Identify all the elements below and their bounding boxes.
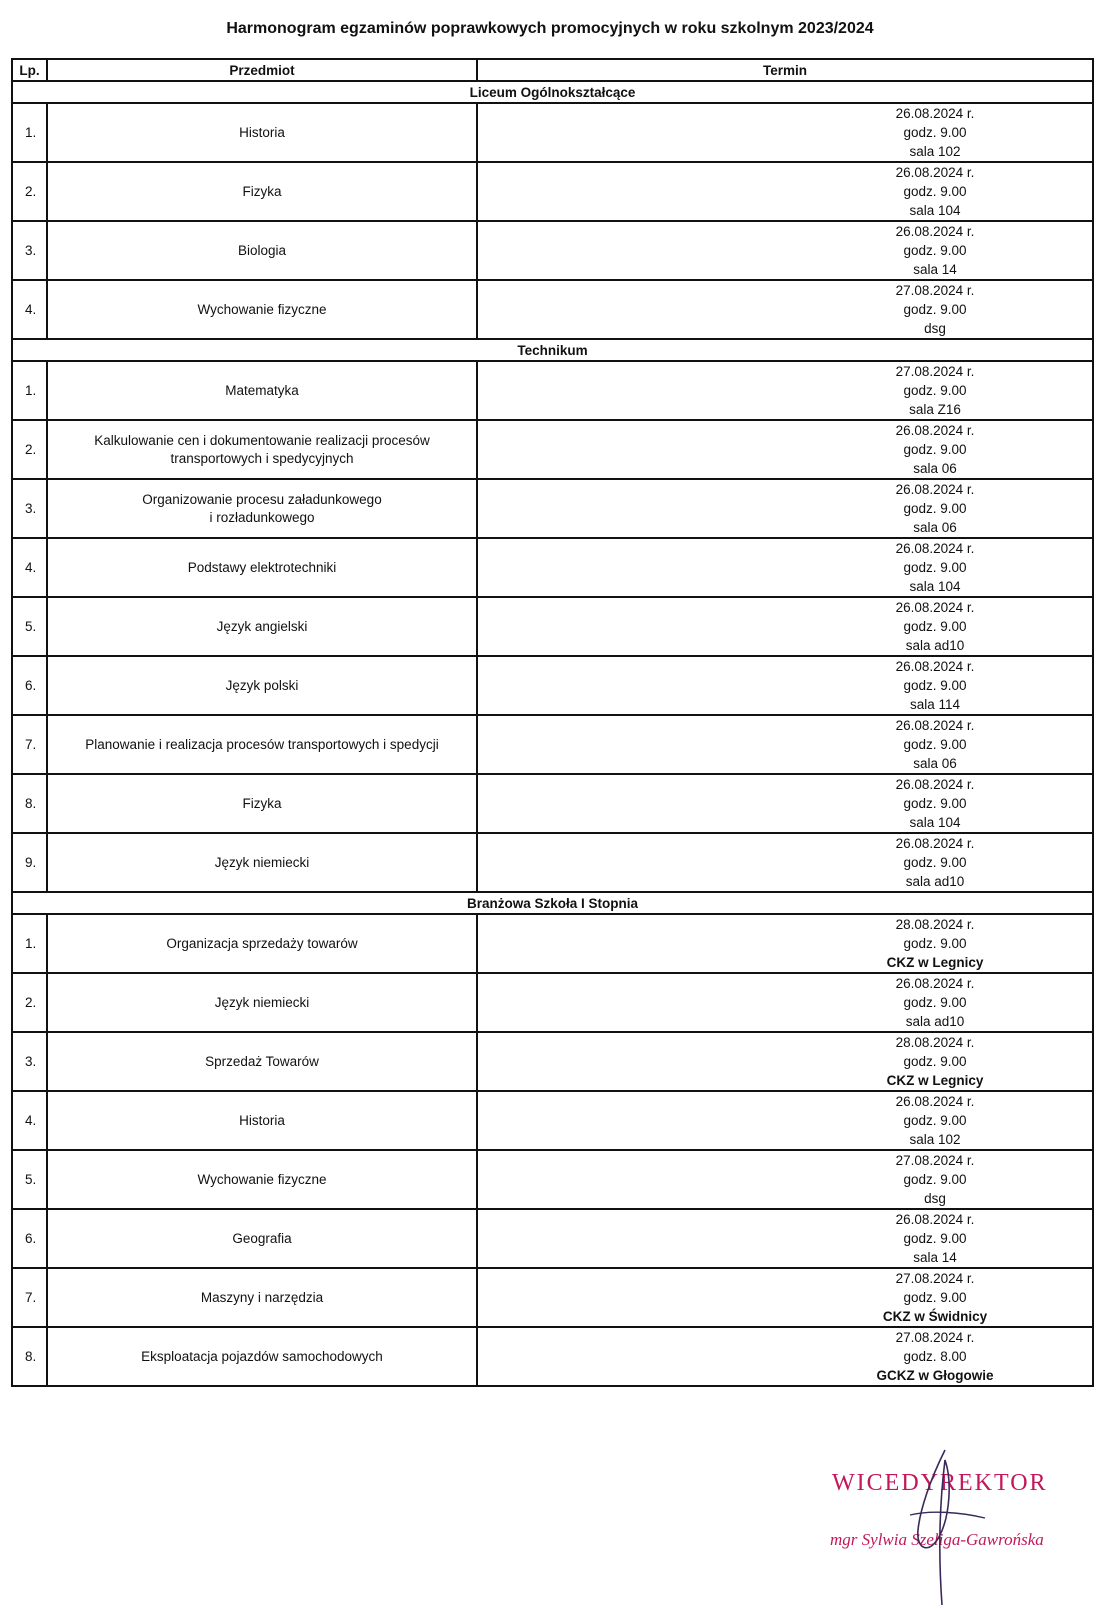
term-cell — [477, 774, 1093, 833]
row-number: 2. — [12, 973, 47, 1032]
row-number: 8. — [12, 1327, 47, 1386]
exam-date: 26.08.2024 r. — [895, 423, 975, 438]
row-number: 3. — [12, 1032, 47, 1091]
section-title: Branżowa Szkoła I Stopnia — [12, 892, 1093, 914]
exam-time: godz. 9.00 — [903, 243, 967, 258]
exam-place: sala Z16 — [909, 402, 961, 417]
row-number: 5. — [12, 597, 47, 656]
subject-cell — [47, 479, 477, 538]
subject-cell — [47, 973, 477, 1032]
stamp-title: WICEDYREKTOR — [832, 1470, 1048, 1496]
exam-date: 27.08.2024 r. — [895, 1153, 975, 1168]
subject-cell — [47, 715, 477, 774]
subject-cell — [47, 774, 477, 833]
exam-place: CKZ w Świdnicy — [882, 1309, 988, 1324]
subject-line: Wychowanie fizyczne — [197, 301, 327, 317]
exam-place: sala 06 — [913, 520, 957, 535]
table-row — [12, 1150, 1093, 1209]
header-term: Termin — [477, 59, 1093, 81]
subject-cell — [47, 103, 477, 162]
exam-time: godz. 9.00 — [903, 1231, 967, 1246]
subject-cell — [47, 1032, 477, 1091]
subject-cell — [47, 1327, 477, 1386]
exam-date: 26.08.2024 r. — [895, 600, 975, 615]
exam-place: sala 104 — [909, 579, 961, 594]
table-body — [12, 81, 1093, 1386]
exam-place: sala 06 — [913, 756, 957, 771]
subject-line: Fizyka — [242, 795, 282, 811]
exam-time: godz. 9.00 — [903, 619, 967, 634]
exam-date: 28.08.2024 r. — [895, 917, 975, 932]
row-number: 6. — [12, 1209, 47, 1268]
term-cell — [477, 1268, 1093, 1327]
exam-time: godz. 8.00 — [903, 1349, 967, 1364]
exam-date: 27.08.2024 r. — [895, 283, 975, 298]
term-cell — [477, 715, 1093, 774]
exam-time: godz. 9.00 — [903, 501, 967, 516]
subject-cell — [47, 221, 477, 280]
subject-line: Język niemiecki — [214, 994, 310, 1010]
exam-time: godz. 9.00 — [903, 442, 967, 457]
table-header-row — [12, 59, 1093, 81]
subject-line: Biologia — [237, 242, 287, 258]
row-number: 2. — [12, 420, 47, 479]
exam-date: 26.08.2024 r. — [895, 718, 975, 733]
exam-place: CKZ w Legnicy — [886, 1073, 984, 1088]
subject-line: Geografia — [232, 1230, 292, 1246]
subject-line: Historia — [239, 1112, 285, 1128]
subject-line: Wychowanie fizyczne — [197, 1171, 327, 1187]
exam-date: 26.08.2024 r. — [895, 106, 975, 121]
subject-line: Organizacja sprzedaży towarów — [166, 935, 358, 951]
row-number: 4. — [12, 1091, 47, 1150]
table-row — [12, 538, 1093, 597]
subject-cell — [47, 1150, 477, 1209]
row-number: 8. — [12, 774, 47, 833]
exam-place: sala 14 — [913, 1250, 957, 1265]
subject-cell — [47, 833, 477, 892]
table-row — [12, 1209, 1093, 1268]
subject-cell — [47, 1209, 477, 1268]
subject-cell — [47, 656, 477, 715]
table-row — [12, 479, 1093, 538]
header-subject: Przedmiot — [47, 59, 477, 81]
subject-line: Język niemiecki — [214, 854, 310, 870]
table-row — [12, 420, 1093, 479]
subject-line: Język polski — [225, 677, 299, 693]
term-cell — [477, 479, 1093, 538]
exam-date: 27.08.2024 r. — [895, 1271, 975, 1286]
exam-time: godz. 9.00 — [903, 125, 967, 140]
table-row — [12, 715, 1093, 774]
table-row — [12, 597, 1093, 656]
term-cell — [477, 1150, 1093, 1209]
section-row — [12, 81, 1093, 103]
table-row — [12, 1268, 1093, 1327]
exam-time: godz. 9.00 — [903, 936, 967, 951]
term-cell — [477, 162, 1093, 221]
row-number: 4. — [12, 280, 47, 339]
exam-date: 26.08.2024 r. — [895, 541, 975, 556]
table-row — [12, 973, 1093, 1032]
exam-time: godz. 9.00 — [903, 560, 967, 575]
exam-place: sala 104 — [909, 815, 961, 830]
subject-line: Fizyka — [242, 183, 282, 199]
term-cell — [477, 1091, 1093, 1150]
row-number: 6. — [12, 656, 47, 715]
table-row — [12, 1327, 1093, 1386]
exam-date: 26.08.2024 r. — [895, 976, 975, 991]
table-row — [12, 361, 1093, 420]
exam-place: sala ad10 — [905, 874, 965, 889]
exam-date: 27.08.2024 r. — [895, 364, 975, 379]
exam-place: sala 06 — [913, 461, 957, 476]
subject-cell — [47, 1268, 477, 1327]
term-cell — [477, 538, 1093, 597]
subject-line: Sprzedaż Towarów — [205, 1053, 319, 1069]
page-title: Harmonogram egzaminów poprawkowych promocyjnych w roku szkolnym 2023/2024 — [226, 20, 874, 37]
subject-line: Kalkulowanie cen i dokumentowanie realizacji procesów — [94, 432, 430, 448]
exam-place: sala ad10 — [905, 638, 965, 653]
table-row — [12, 656, 1093, 715]
exam-date: 26.08.2024 r. — [895, 482, 975, 497]
section-row — [12, 339, 1093, 361]
row-number: 1. — [12, 361, 47, 420]
exam-date: 26.08.2024 r. — [895, 224, 975, 239]
exam-time: godz. 9.00 — [903, 302, 967, 317]
subject-cell — [47, 361, 477, 420]
subject-cell — [47, 538, 477, 597]
header-lp: Lp. — [12, 59, 47, 81]
subject-line: Podstawy elektrotechniki — [187, 559, 337, 575]
row-number: 3. — [12, 479, 47, 538]
subject-line: Język angielski — [216, 618, 308, 634]
exam-schedule-table — [11, 58, 1094, 1387]
exam-date: 26.08.2024 r. — [895, 777, 975, 792]
term-cell — [477, 597, 1093, 656]
term-cell — [477, 973, 1093, 1032]
row-number: 2. — [12, 162, 47, 221]
row-number: 7. — [12, 1268, 47, 1327]
term-cell — [477, 914, 1093, 973]
subject-cell — [47, 162, 477, 221]
subject-line: transportowych i spedycyjnych — [170, 450, 354, 466]
subject-line: Planowanie i realizacja procesów transportowych i spedycji — [85, 736, 439, 752]
subject-line: Maszyny i narzędzia — [200, 1289, 324, 1305]
exam-time: godz. 9.00 — [903, 1172, 967, 1187]
exam-time: godz. 9.00 — [903, 995, 967, 1010]
exam-place: sala 104 — [909, 203, 961, 218]
exam-time: godz. 9.00 — [903, 1290, 967, 1305]
exam-date: 27.08.2024 r. — [895, 1330, 975, 1345]
exam-place: CKZ w Legnicy — [886, 955, 984, 970]
term-cell — [477, 361, 1093, 420]
subject-cell — [47, 1091, 477, 1150]
section-row — [12, 892, 1093, 914]
term-cell — [477, 420, 1093, 479]
exam-time: godz. 9.00 — [903, 678, 967, 693]
table-row — [12, 833, 1093, 892]
term-cell — [477, 1327, 1093, 1386]
exam-place: dsg — [924, 1191, 946, 1206]
subject-line: Historia — [239, 124, 285, 140]
exam-place: sala 114 — [909, 697, 961, 712]
table-row — [12, 1032, 1093, 1091]
exam-place: sala 14 — [913, 262, 957, 277]
table-row — [12, 221, 1093, 280]
row-number: 4. — [12, 538, 47, 597]
exam-place: sala ad10 — [905, 1014, 965, 1029]
table-row — [12, 914, 1093, 973]
exam-date: 26.08.2024 r. — [895, 165, 975, 180]
subject-cell — [47, 914, 477, 973]
exam-date: 26.08.2024 r. — [895, 836, 975, 851]
exam-place: dsg — [924, 321, 946, 336]
exam-time: godz. 9.00 — [903, 796, 967, 811]
table-row — [12, 774, 1093, 833]
exam-date: 28.08.2024 r. — [895, 1035, 975, 1050]
exam-time: godz. 9.00 — [903, 383, 967, 398]
exam-time: godz. 9.00 — [903, 737, 967, 752]
term-cell — [477, 280, 1093, 339]
exam-date: 26.08.2024 r. — [895, 1094, 975, 1109]
table-row — [12, 1091, 1093, 1150]
section-title: Liceum Ogólnokształcące — [12, 81, 1093, 103]
exam-date: 26.08.2024 r. — [895, 1212, 975, 1227]
term-cell — [477, 1032, 1093, 1091]
subject-line: Eksploatacja pojazdów samochodowych — [141, 1348, 383, 1364]
subject-cell — [47, 280, 477, 339]
term-cell — [477, 221, 1093, 280]
row-number: 1. — [12, 103, 47, 162]
row-number: 3. — [12, 221, 47, 280]
subject-line: Matematyka — [225, 382, 299, 398]
term-cell — [477, 103, 1093, 162]
exam-date: 26.08.2024 r. — [895, 659, 975, 674]
exam-place: sala 102 — [909, 1132, 961, 1147]
handwritten-signature — [890, 1440, 1010, 1610]
row-number: 1. — [12, 914, 47, 973]
exam-time: godz. 9.00 — [903, 855, 967, 870]
term-cell — [477, 1209, 1093, 1268]
exam-time: godz. 9.00 — [903, 1054, 967, 1069]
term-cell — [477, 656, 1093, 715]
row-number: 7. — [12, 715, 47, 774]
subject-line: i rozładunkowego — [209, 509, 315, 525]
row-number: 5. — [12, 1150, 47, 1209]
row-number: 9. — [12, 833, 47, 892]
term-cell — [477, 833, 1093, 892]
section-title: Technikum — [12, 339, 1093, 361]
table-row — [12, 162, 1093, 221]
exam-place: sala 102 — [909, 144, 961, 159]
exam-place: GCKZ w Głogowie — [876, 1368, 994, 1383]
exam-time: godz. 9.00 — [903, 1113, 967, 1128]
subject-line: Organizowanie procesu załadunkowego — [142, 491, 382, 507]
exam-time: godz. 9.00 — [903, 184, 967, 199]
table-row — [12, 280, 1093, 339]
table-row — [12, 103, 1093, 162]
subject-cell — [47, 420, 477, 479]
stamp-name: mgr Sylwia Szeliga-Gawrońska — [830, 1530, 1044, 1549]
subject-cell — [47, 597, 477, 656]
